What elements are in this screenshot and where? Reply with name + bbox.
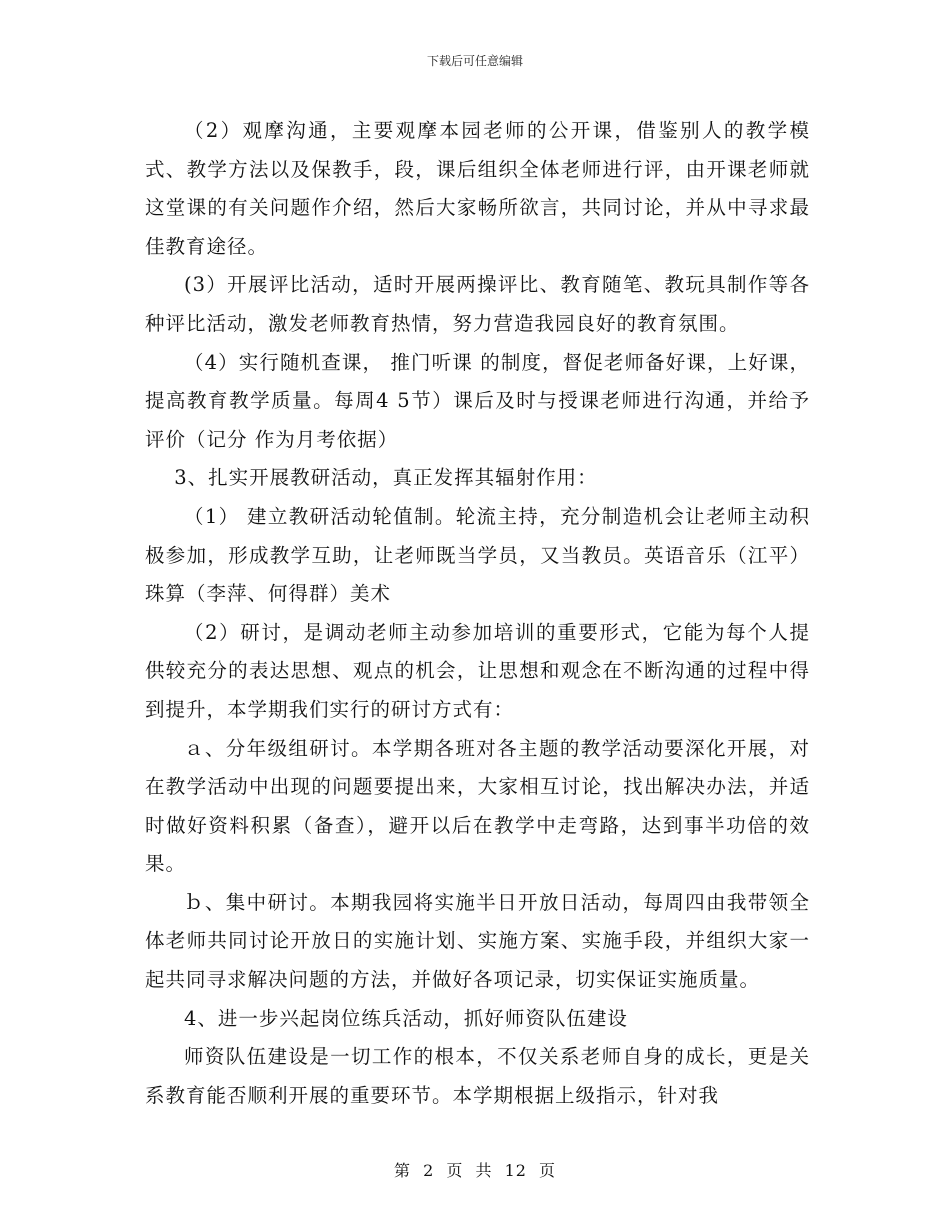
footer-total-pages: 12: [504, 1161, 527, 1180]
footer-middle: 页: [446, 1161, 464, 1180]
section-heading-4: 4、进一步兴起岗位练兵活动，抓好师资队伍建设: [184, 1006, 628, 1030]
footer-total-label: 共: [475, 1161, 493, 1180]
footer-suffix: 页: [539, 1161, 557, 1180]
paragraph-observe: （2）观摩沟通，主要观摩本园老师的公开课，借鉴别人的教学模式、教学方法以及保教手，段，课后组织全体老师进行评，由开课老师就这堂课的有关问题作介绍，然后大家畅所欲言，共同讨论，并从中寻求最佳教育途径。: [145, 119, 810, 258]
paragraph-random-check: （4）实行随机查课， 推门听课 的制度，督促老师备好课，上好课，提高教育教学质量。每周4 5节）课后及时与授课老师进行沟通，并给予评价（记分 作为月考依据）: [145, 350, 810, 451]
paragraph-competition: (3）开展评比活动，适时开展两操评比、教育随笔、教玩具制作等各种评比活动，激发老师教育热情，努力营造我园良好的教育氛围。: [145, 273, 810, 335]
paragraph-rotation: （1） 建立教研活动轮值制。轮流主持，充分制造机会让老师主动积极参加，形成教学互助，让老师既当学员，又当教员。英语音乐（江平）珠算（李萍、何得群）美术: [145, 504, 810, 606]
document-body: [145, 112, 810, 1115]
paragraph-teacher-team: 师资队伍建设是一切工作的根本，不仅关系老师自身的成长，更是关系教育能否顺利开展的重要环节。本学期根据上级指示，针对我: [145, 1045, 810, 1107]
section-heading-3: 3、扎实开展教研活动，真正发挥其辐射作用：: [174, 466, 598, 490]
footer-prefix: 第: [393, 1161, 411, 1180]
paragraph-grade-discussion: ａ、分年级组研讨。本学期各班对各主题的教学活动要深化开展，对在教学活动中出现的问题要提出来，大家相互讨论，找出解决办法，并适时做好资料积累（备查），避开以后在教学中走弯路，达到事半功倍的效果。: [145, 736, 810, 876]
footer-page-number: 2: [423, 1161, 435, 1180]
page-footer: [0, 1158, 950, 1181]
paragraph-discussion: （2）研讨，是调动老师主动参加培训的重要形式，它能为每个人提供较充分的表达思想、观点的机会，让思想和观念在不断沟通的过程中得到提升，本学期我们实行的研讨方式有：: [145, 620, 810, 721]
page-header: 下载后可任意编辑: [426, 54, 523, 68]
paragraph-central-discussion: ｂ、集中研讨。本期我园将实施半日开放日活动，每周四由我带领全体老师共同讨论开放日的实施计划、实施方案、实施手段，并组织大家一起共同寻求解决问题的方法，并做好各项记录，切实保证实施质量。: [145, 890, 810, 992]
